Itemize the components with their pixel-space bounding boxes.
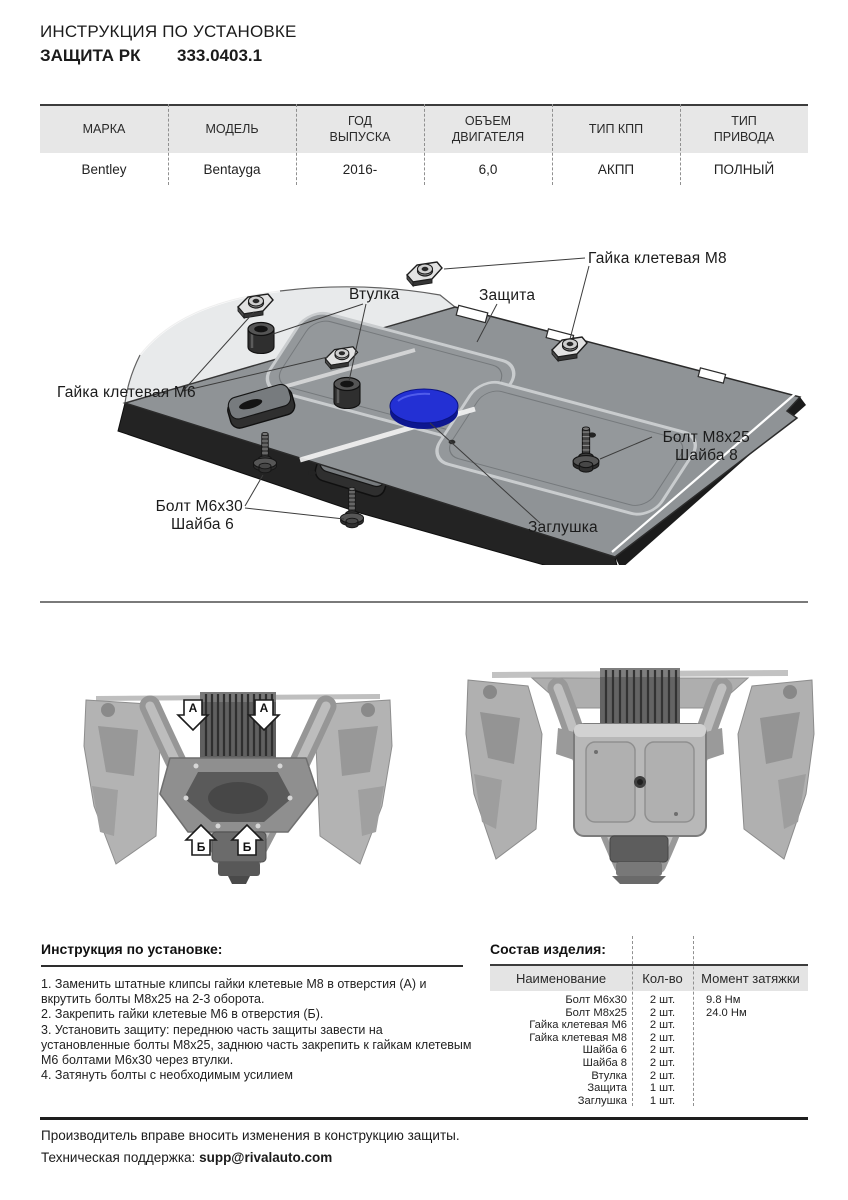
exploded-view-diagram [0,235,848,565]
diagram-label-plug: Заглушка [528,519,598,536]
composition-section [490,941,808,1107]
composition-row [490,1019,808,1032]
item-qty: 1 шт. [649,1094,676,1107]
composition-title: Состав изделия: [490,941,606,957]
manufacturer-notice: Производитель вправе вносить изменения в конструкцию защиты. [41,1128,460,1143]
composition-separator [693,936,694,1106]
composition-col-qty: Кол-во [642,971,683,986]
item-torque: 9.8 Нм [706,994,741,1006]
marker-b-label: Б [242,840,252,854]
spec-separator [552,104,553,185]
section-divider [40,601,808,603]
footer [41,1128,460,1165]
diagram-label-shield: Защита [479,287,536,304]
product-name: ЗАЩИТА РК [40,46,141,65]
spec-separator [680,104,681,185]
spec-col-drive: ТИП ПРИВОДА [713,113,775,144]
spec-col-model: МОДЕЛЬ [205,121,259,136]
item-name: Болт М6х30 [565,994,627,1006]
spec-engine: 6,0 [478,161,498,177]
diagram-label-bolt-m6x30: Болт М6х30 [155,498,243,515]
composition-row [490,1032,808,1045]
composition-row [490,1044,808,1057]
product-line [40,46,297,66]
item-name: Гайка клетевая М8 [529,1031,627,1044]
item-name: Втулка [591,1069,627,1082]
document-title: ИНСТРУКЦИЯ ПО УСТАНОВКЕ [40,22,297,41]
item-torque [693,1095,808,1108]
diagram-label-cage-nut-m6: Гайка клетевая М6 [57,384,196,401]
spec-col-year: ГОД ВЫПУСКА [329,113,391,144]
item-qty: 2 шт. [649,1056,676,1069]
installation-step: 2. Закрепить гайки клетевые М6 в отверстия (Б). [41,1007,324,1022]
composition-row [490,1082,808,1095]
item-qty: 2 шт. [649,1044,676,1057]
spec-col-brand: МАРКА [82,121,126,136]
marker-a-label: А [188,701,198,715]
composition-row [490,1007,808,1020]
part-number: 333.0403.1 [177,46,263,65]
item-name: Защита [587,1082,627,1095]
item-qty: 1 шт. [649,1082,676,1095]
composition-header-row [490,966,808,991]
diagram-label-cage-nut-m8: Гайка клетевая М8 [588,250,727,267]
marker-a-label: А [259,701,269,715]
composition-col-torque: Момент затяжки [701,971,800,986]
composition-separator [632,936,633,1106]
underbody-photo-mount-points [78,686,398,886]
composition-row [490,1095,808,1108]
spec-drive: ПОЛНЫЙ [713,161,775,177]
spec-gearbox: АКПП [597,161,635,177]
item-torque [693,1070,808,1083]
item-qty: 2 шт. [649,1006,676,1019]
plug-icon [390,389,458,429]
diagram-label-bolt-m8x25: Болт М8х25 [662,429,750,446]
spec-separator [424,104,425,185]
installation-title: Инструкция по установке: [41,941,223,957]
spec-model: Bentayga [203,161,261,177]
item-name: Шайба 6 [582,1044,627,1057]
support-label: Техническая поддержка: [41,1150,196,1165]
spec-brand: Bentley [81,161,127,177]
item-name: Гайка клетевая М6 [529,1019,627,1032]
item-name: Болт М8х25 [565,1006,627,1019]
installation-section [41,941,475,1083]
composition-row [490,994,808,1007]
underbody-photo-installed [462,664,818,886]
sleeve-icon [248,323,274,354]
item-torque [693,1032,808,1045]
item-qty: 2 шт. [649,1031,676,1044]
diagram-label-washer-6: Шайба 6 [171,516,234,533]
support-line [41,1150,460,1165]
composition-row [490,1070,808,1083]
diagram-label-washer-8: Шайба 8 [675,447,738,464]
item-name: Заглушка [577,1094,627,1107]
item-torque [693,1019,808,1032]
item-torque: 24.0 Нм [706,1006,747,1019]
installation-step: 1. Заменить штатные клипсы гайки клетевые М8 в отверстия (А) и вкрутить болты М8х25 на 2-3 оборота. [41,977,427,1007]
installation-title-rule [41,965,463,967]
item-torque [693,1044,808,1057]
composition-table [490,964,808,1107]
item-name: Шайба 8 [582,1056,627,1069]
footer-divider [40,1117,808,1120]
spec-separator [168,104,169,185]
document-header [40,22,297,66]
composition-rows [490,991,808,1107]
installed-shield [556,724,724,836]
item-qty: 2 шт. [649,994,676,1006]
spec-year: 2016- [342,161,378,177]
installation-step: 3. Установить защиту: переднюю часть защиты завести на установленные болты М8х25, заднюю часть закрепить к гайкам клетевым М6 болтами М6х30 через втулки. [41,1022,472,1068]
marker-b-label: Б [196,840,206,854]
sleeve-icon [334,378,360,409]
support-email: supp@rivalauto.com [199,1150,333,1165]
item-torque [693,1082,808,1095]
item-qty: 2 шт. [649,1069,676,1082]
composition-col-name: Наименование [515,971,607,986]
spec-col-gearbox: ТИП КПП [588,121,644,136]
item-qty: 2 шт. [649,1019,676,1032]
diagram-label-sleeve: Втулка [349,286,400,303]
item-torque [693,1057,808,1070]
cage-nut-m8-icon [407,262,442,286]
installation-step: 4. Затянуть болты с необходимым усилием [41,1068,293,1083]
composition-row [490,1057,808,1070]
spec-col-engine: ОБЪЕМ ДВИГАТЕЛЯ [451,113,525,144]
spec-separator [296,104,297,185]
